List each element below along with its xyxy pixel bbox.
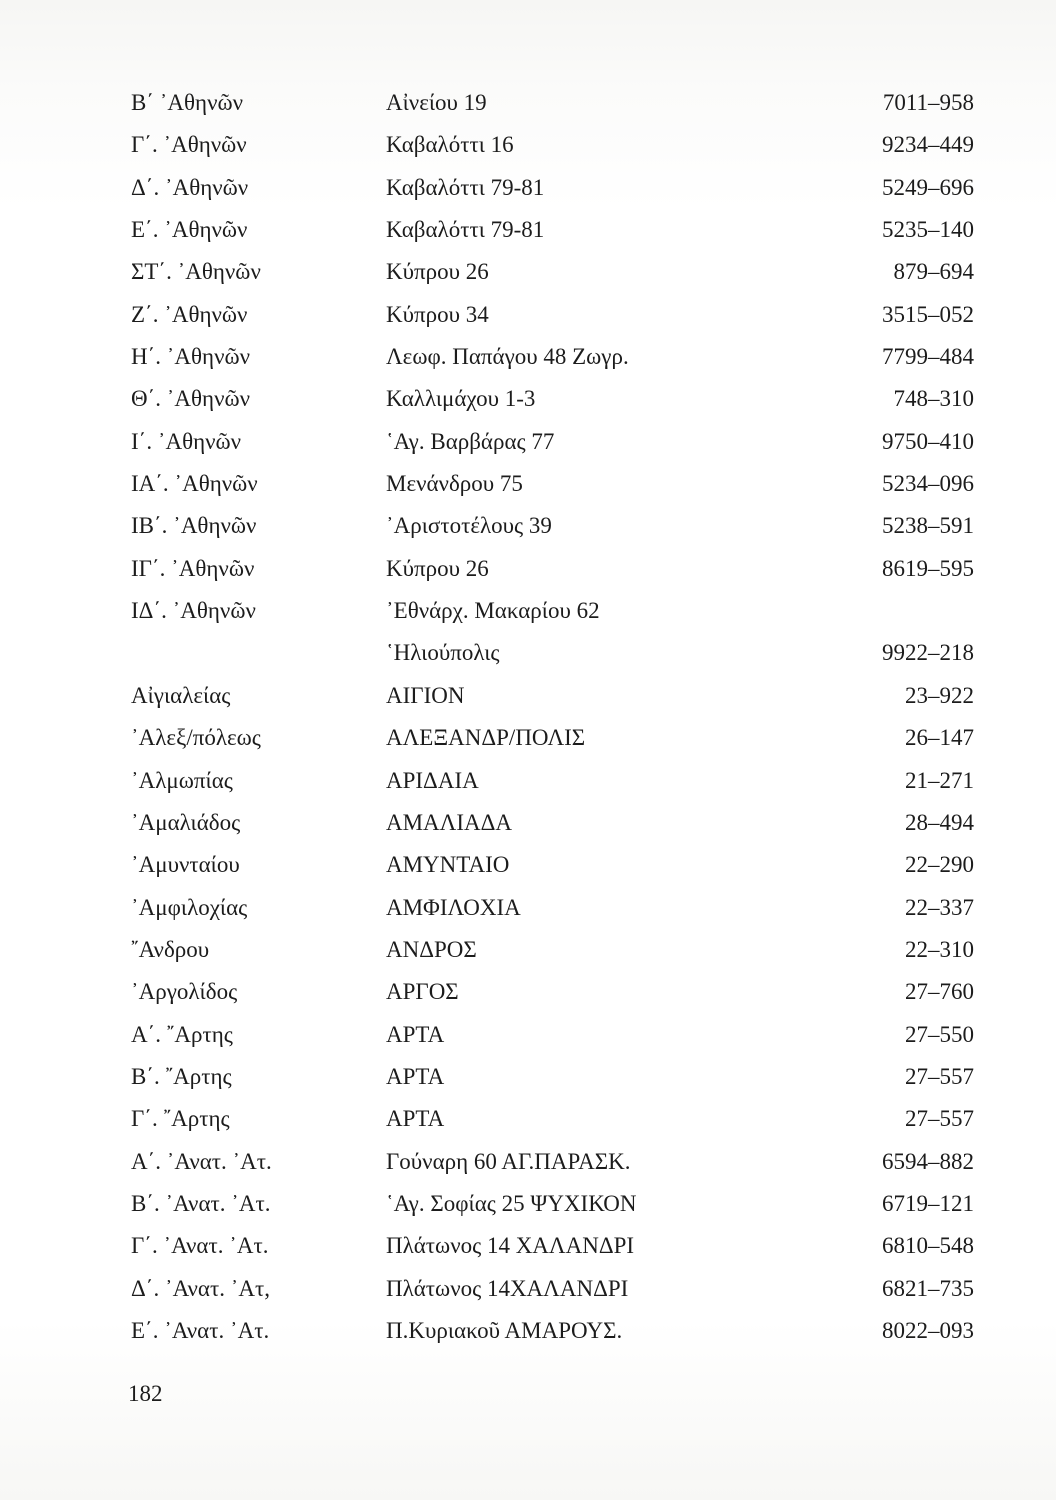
office-address: ΑΛΕΞΑΝΔΡ/ΠΟΛΙΣ: [386, 725, 586, 751]
office-address: Αἰνείου 19: [386, 90, 487, 115]
office-phone: 9750–410: [882, 428, 974, 454]
office-name: ΙΑ΄. ᾿Αθηνῶν: [131, 471, 258, 497]
office-name: ῎Ανδρου: [131, 936, 210, 962]
office-name: Α΄. ῎Αρτης: [131, 1021, 233, 1047]
office-address: Καβαλόττι 16: [386, 132, 514, 158]
office-phone: 9922–218: [882, 640, 974, 666]
office-name: Α΄. ᾿Ανατ. ᾿Ατ.: [131, 1148, 272, 1174]
table-row: [131, 336, 974, 378]
table-row: [131, 294, 974, 336]
table-row: [131, 590, 974, 632]
table-row: [131, 1268, 974, 1310]
table-row: [131, 209, 974, 251]
table-row: [131, 971, 974, 1013]
office-address: ΑΜΑΛΙΑΔΑ: [386, 809, 513, 835]
office-phone: 7011–958: [882, 90, 974, 115]
office-name: ΣΤ΄. ᾿Αθηνῶν: [131, 259, 261, 285]
office-name: Β΄. ῎Αρτης: [131, 1063, 232, 1089]
office-address: ΑΡΓΟΣ: [386, 979, 459, 1005]
table-row: [131, 82, 974, 124]
office-phone: 5238–591: [882, 513, 974, 539]
office-phone: 28–494: [905, 809, 974, 835]
table-row: [131, 378, 974, 420]
office-name: Γ΄. ῎Αρτης: [131, 1106, 230, 1132]
office-name: Β΄. ᾿Ανατ. ᾿Ατ.: [131, 1190, 271, 1216]
office-address: ΑΡΙΔΑΙΑ: [386, 767, 479, 793]
table-row: [131, 675, 974, 717]
office-name: Ε΄. ᾿Ανατ. ᾿Ατ.: [131, 1317, 270, 1343]
office-phone: 6719–121: [882, 1190, 974, 1216]
office-phone: 21–271: [905, 767, 974, 793]
office-name: ᾿Αλεξ/πόλεως: [131, 725, 261, 751]
table-row: [131, 167, 974, 209]
table-row: [131, 844, 974, 886]
office-name: Δ΄. ᾿Αθηνῶν: [131, 174, 249, 200]
office-address: Κύπρου 26: [386, 555, 489, 581]
office-phone: 6810–548: [882, 1233, 974, 1259]
office-address: Καβαλόττι 79-81: [386, 217, 545, 243]
office-name: ΙΒ΄. ᾿Αθηνῶν: [131, 513, 257, 539]
office-phone: 8022–093: [882, 1317, 974, 1343]
office-phone: 7799–484: [882, 344, 974, 370]
office-address: ΑΡΤΑ: [386, 1106, 445, 1132]
table-row: [131, 1056, 974, 1098]
table-row: [131, 717, 974, 759]
office-phone: 3515–052: [882, 301, 974, 327]
office-phone: 8619–595: [882, 555, 974, 581]
office-name: Γ΄. ᾿Αθηνῶν: [131, 132, 247, 158]
office-phone: 26–147: [905, 725, 974, 751]
office-address: Καβαλόττι 79-81: [386, 174, 545, 200]
office-address: ῾Αγ. Σοφίας 25 ΨΥΧΙΚΟΝ: [386, 1190, 637, 1216]
office-name: Β΄ ᾿Αθηνῶν: [131, 90, 244, 115]
office-address: Κύπρου 26: [386, 259, 489, 285]
directory-table: [131, 82, 974, 1352]
office-name: Ε΄. ᾿Αθηνῶν: [131, 217, 248, 243]
table-row: [131, 124, 974, 166]
office-phone: 22–290: [905, 852, 974, 878]
office-address: ῾Αγ. Βαρβάρας 77: [386, 428, 555, 454]
table-row: [131, 632, 974, 674]
office-name: Γ΄. ᾿Ανατ. ᾿Ατ.: [131, 1233, 269, 1259]
office-address: ΑΜΥΝΤΑΙΟ: [386, 852, 510, 878]
table-row: [131, 1014, 974, 1056]
office-address: ΑΙΓΙΟΝ: [386, 682, 465, 708]
office-address: ΑΡΤΑ: [386, 1021, 445, 1047]
office-phone: 5235–140: [882, 217, 974, 243]
table-row: [131, 887, 974, 929]
office-name: ᾿Αργολίδος: [131, 979, 238, 1005]
office-address: ΑΝΔΡΟΣ: [386, 936, 477, 962]
office-phone: 9234–449: [882, 132, 974, 158]
office-address: ᾿Εθνάρχ. Μακαρίου 62: [386, 598, 600, 624]
office-name: ΙΔ΄. ᾿Αθηνῶν: [131, 598, 256, 624]
office-phone: 27–760: [905, 979, 974, 1005]
office-phone: 27–550: [905, 1021, 974, 1047]
office-phone: 22–310: [905, 936, 974, 962]
office-phone: 22–337: [905, 894, 974, 920]
office-name: ΙΓ΄. ᾿Αθηνῶν: [131, 555, 255, 581]
office-address: Λεωφ. Παπάγου 48 Ζωγρ.: [386, 344, 629, 370]
office-name: ᾿Αλμωπίας: [131, 767, 233, 793]
office-name: Ι΄. ᾿Αθηνῶν: [131, 428, 242, 454]
table-row: [131, 760, 974, 802]
office-phone: 879–694: [893, 259, 974, 285]
table-row: [131, 251, 974, 293]
office-address: Μενάνδρου 75: [386, 471, 523, 497]
office-address: Κύπρου 34: [386, 301, 489, 327]
office-phone: 6821–735: [882, 1275, 974, 1301]
page-number: 182: [128, 1381, 163, 1406]
office-name: Η΄. ᾿Αθηνῶν: [131, 344, 251, 370]
table-row: [131, 929, 974, 971]
table-row: [131, 505, 974, 547]
office-address: Γούναρη 60 ΑΓ.ΠΑΡΑΣΚ.: [386, 1148, 631, 1174]
table-row: [131, 1098, 974, 1140]
table-row: [131, 421, 974, 463]
table-row: [131, 1183, 974, 1225]
table-row: [131, 1225, 974, 1267]
office-phone: 6594–882: [882, 1148, 974, 1174]
office-name: Θ΄. ᾿Αθηνῶν: [131, 386, 251, 412]
office-address: Πλάτωνος 14ΧΑΛΑΝΔΡΙ: [386, 1275, 629, 1301]
table-row: [131, 548, 974, 590]
office-address: Πλάτωνος 14 ΧΑΛΑΝΔΡΙ: [386, 1233, 635, 1259]
office-address: ῾Ηλιούπολις: [386, 640, 500, 666]
office-name: Ζ΄. ᾿Αθηνῶν: [131, 301, 248, 327]
office-name: ᾿Αμαλιάδος: [131, 809, 241, 835]
office-address: ᾿Αριστοτέλους 39: [386, 513, 552, 539]
office-address: ΑΜΦΙΛΟΧΙΑ: [386, 894, 521, 920]
table-row: [131, 802, 974, 844]
office-name: Αἰγιαλείας: [131, 682, 231, 708]
table-row: [131, 463, 974, 505]
office-phone: 23–922: [905, 682, 974, 708]
office-name: Δ΄. ᾿Ανατ. ᾿Ατ,: [131, 1275, 270, 1301]
office-name: ᾿Αμυνταίου: [131, 852, 240, 878]
table-row: [131, 1141, 974, 1183]
table-row: [131, 1310, 974, 1352]
office-phone: 27–557: [905, 1106, 974, 1132]
office-name: ᾿Αμφιλοχίας: [131, 894, 248, 920]
office-phone: 5249–696: [882, 174, 974, 200]
office-address: Καλλιμάχου 1-3: [386, 386, 536, 412]
office-address: Π.Κυριακοῦ ΑΜΑΡΟΥΣ.: [386, 1317, 623, 1343]
office-phone: 748–310: [893, 386, 974, 412]
office-phone: 27–557: [905, 1063, 974, 1089]
office-phone: 5234–096: [882, 471, 974, 497]
office-address: ΑΡΤΑ: [386, 1063, 445, 1089]
